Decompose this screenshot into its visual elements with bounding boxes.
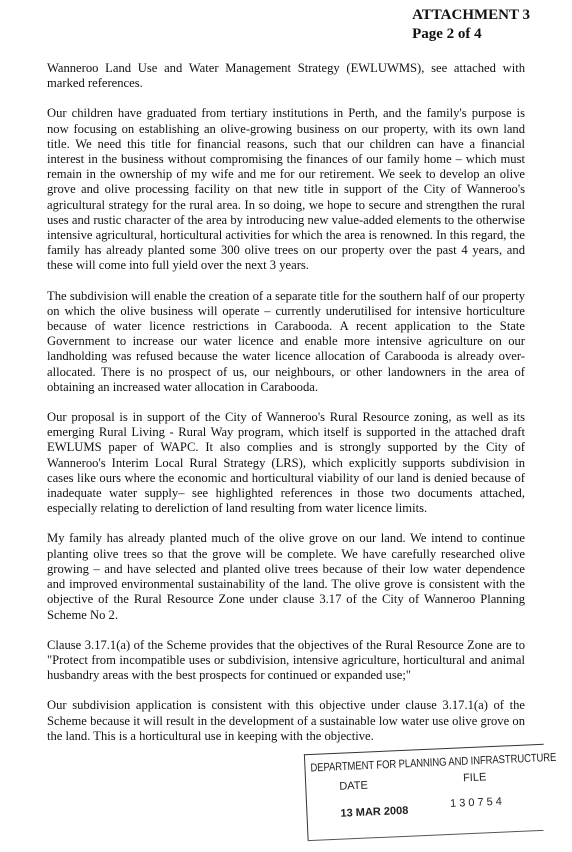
paragraph: Our children have graduated from tertiary institutions in Perth, and the family's purpose is now focusing on establishing an olive-growing business on our property, with its own land title. We need this title for financial reasons, such that our children can have a financial interest in the business without compromising the finances of our family home – which must remain in the ownership of my wife and me for our retirement. We seek to develop an olive grove and olive processing facility on that new title in support of the City of Wanneroo's agricultural strategy for the rural area. In so doing, we hope to secure and strengthen the rural uses and rustic character of the area by introducing new value-added elements to the otherwise intensive agricultural, horticultural activities for which the area is renowned. In this regard, the family has already planted some 300 olive trees on our property over the past 4 years, and these will come into full yield over the next 3 years.: [47, 106, 525, 273]
paragraph: The subdivision will enable the creation of a separate title for the southern half of our property on which the olive business will operate – currently underutilised for intensive horticulture because of water licence restrictions in Carabooda. A recent application to the State Government to increase our water licence and enable more intensive agriculture on our landholding was refused because the water licence allocation of Carabooda is already over-allocated. There is no prospect of us, our neighbours, or other landowners in the area of obtaining an increased water allocation in Carabooda.: [47, 288, 525, 394]
stamp-file-value: 130754: [449, 795, 506, 810]
page-number: Page 2 of 4: [412, 26, 482, 42]
paragraph: Clause 3.17.1(a) of the Scheme provides that the objectives of the Rural Resource Zone are to "Protect from incompatible uses or subdivision, intensive agriculture, horticultural and animal husbandry areas with the best prospects for continued or expanded use;": [47, 637, 525, 683]
received-stamp: [310, 747, 557, 835]
stamp-file-label: FILE: [462, 771, 487, 785]
stamp-department: DEPARTMENT FOR PLANNING AND INFRASTRUCTURE: [310, 751, 557, 776]
paragraph: Wanneroo Land Use and Water Management Strategy (EWLUWMS), see attached with marked references.: [47, 61, 525, 91]
paragraph: My family has already planted much of the olive grove on our land. We intend to continue planting olive trees so that the grove will be complete. We have carefully researched olive growing – and have selected and planted olive trees because of their low water dependence and improved environmental sustainability of the land. The olive grove is consistent with the objective of the Rural Resource Zone under clause 3.17 of the City of Wanneroo Planning Scheme No 2.: [47, 531, 525, 622]
paragraph: Our subdivision application is consistent with this objective under clause 3.17.1(a) of the Scheme because it will result in the development of a sustainable low water use olive grove on the land. This is a horticultural use in keeping with the objective.: [47, 698, 525, 743]
stamp-date-value: 13 MAR 2008: [340, 804, 409, 820]
attachment-label: ATTACHMENT 3: [412, 7, 530, 23]
letter-body: [47, 61, 525, 759]
paragraph: Our proposal is in support of the City of Wanneroo's Rural Resource zoning, as well as its emerging Rural Living - Rural Way program, which itself is supported in the attached draft EWLUMS paper of WAPC. It also complies and is strongly supported by the City of Wanneroo's Interim Local Rural Strategy (LRS), which explicitly supports subdivision in cases like ours where the economic and horticultural viability of our land is denied because of inadequate water supply– see highlighted references in those two documents attached, especially relating to dereliction of land resulting from water licence limits.: [47, 410, 525, 516]
page-header: [412, 6, 530, 44]
stamp-border-left: [304, 754, 309, 840]
stamp-border-bottom: [308, 830, 544, 841]
stamp-date-label: DATE: [339, 779, 369, 793]
